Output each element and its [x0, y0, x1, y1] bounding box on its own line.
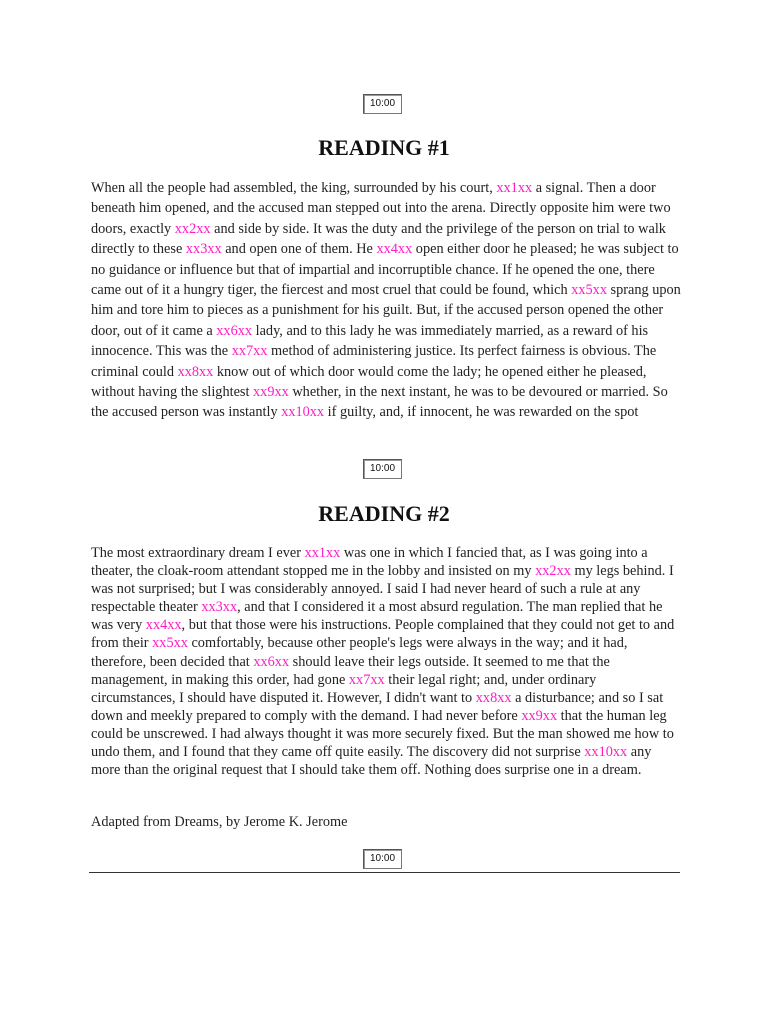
reading-1-passage: When all the people had assembled, the king, surrounded by his court, xx1xx a signal. Then a door beneath him opened, and the accused man stepped out into the arena. Directly opposite him were two doors, exactly xx2xx and side by side. It was the duty and the privilege of the person on trial to walk directly to these xx3xx and open one of them. He xx4xx open either door he pleased; he was subject to no guidance or influence but that of impartial and incorruptible chance. If he opened the one, there came out of it a hungry tiger, the fiercest and most cruel that could be found, which xx5xx sprang upon him and tore him to pieces as a punishment for his guilt. But, if the accused person opened the other door, out of it came a xx6xx lady, and to this lady he was immediately married, as a reward of his innocence. This was the xx7xx method of administering justice. Its perfect fairness is obvious. The criminal could xx8xx know out of which door would come the lady; he opened either he pleased, without having the slightest xx9xx whether, in the next instant, he was to be devoured or married. So the accused person was instantly xx10xx if guilty, and, if innocent, he was rewarded on the spot — [91, 180, 681, 421]
reading-2-credit: Adapted from Dreams, by Jerome K. Jerome — [91, 814, 348, 830]
blank-xx7xx: xx7xx — [348, 671, 385, 688]
timer-box-3[interactable]: 10:00 — [363, 849, 402, 869]
blank-xx5xx: xx5xx — [152, 635, 188, 652]
blank-xx9xx: xx9xx — [521, 707, 558, 724]
blank-xx3xx: xx3xx — [201, 599, 238, 616]
reading-2-passage: The most extraordinary dream I ever xx1xx was one in which I fancied that, as I was going into a theater, the cloak-room attendant stopped me in the lobby and insisted on my xx2xx my legs behind. I was not surprised; but I was considerably annoyed. I said I had never heard of such a rule at any respectable theater xx3xx, and that I considered it a most absurd regulation. The man replied that he was very xx4xx, but that those were his instructions. People complained that they could not get to and from their xx5xx comfortably, because other people's legs were always in the way; and it had, therefore, been decided that xx6xx should leave their legs outside. It seemed to me that the management, in making this order, had gone xx7xx their legal right; and, under ordinary circumstances, I should have disputed it. However, I didn't want to xx8xx a disturbance; and so I sat down and meekly prepared to comply with the demand. I had never before xx9xx that the human leg could be unscrewed. I had always thought it was more securely fixed. But the man showed me how to undo them, and I found that they came off quite easily. The discovery did not surprise xx10xx any more than the original request that I should take them off. Nothing does surprise one in a dream. — [91, 545, 675, 779]
timer-box-2[interactable]: 10:00 — [363, 459, 402, 479]
blank-xx6xx: xx6xx — [253, 653, 290, 670]
reading-2-title: READING #2 — [318, 501, 450, 526]
blank-xx1xx: xx1xx — [304, 545, 341, 561]
blank-xx7xx: xx7xx — [231, 343, 268, 360]
blank-xx9xx: xx9xx — [253, 384, 289, 401]
blank-xx1xx: xx1xx — [496, 180, 533, 196]
bottom-divider — [89, 872, 680, 873]
blank-xx6xx: xx6xx — [216, 322, 253, 339]
blank-xx4xx: xx4xx — [145, 617, 182, 634]
blank-xx10xx: xx10xx — [281, 404, 325, 421]
blank-xx3xx: xx3xx — [185, 241, 222, 258]
blank-xx5xx: xx5xx — [571, 282, 607, 299]
timer-box-1[interactable]: 10:00 — [363, 94, 402, 114]
blank-xx10xx: xx10xx — [584, 744, 628, 761]
blank-xx2xx: xx2xx — [174, 220, 211, 237]
blank-xx2xx: xx2xx — [535, 563, 571, 580]
blank-xx8xx: xx8xx — [177, 363, 214, 380]
blank-xx4xx: xx4xx — [376, 241, 413, 258]
reading-1-title: READING #1 — [318, 135, 450, 160]
blank-xx8xx: xx8xx — [475, 689, 512, 706]
